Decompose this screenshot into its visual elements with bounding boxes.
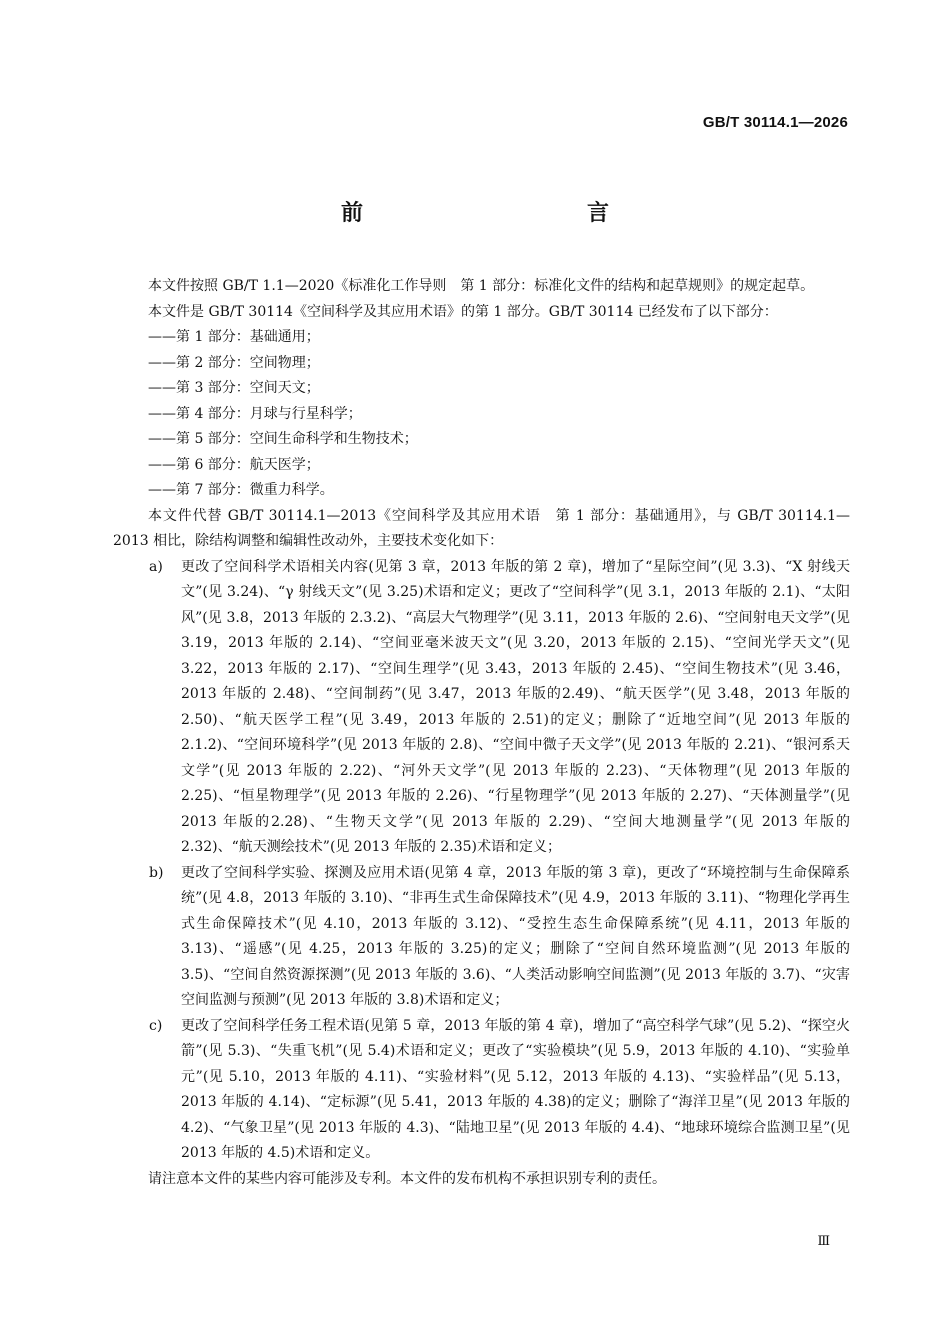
standard-code: GB/T 30114.1—2026 [702, 114, 848, 131]
page-number: Ⅲ [817, 1234, 830, 1249]
change-item-b [113, 861, 850, 1014]
change-item-c [113, 1014, 850, 1167]
part-list-item: ——第 2 部分：空间物理； [148, 354, 320, 371]
item-text: 更改了空间科学术语相关内容(见第 3 章，2013 年版的第 2 章)，增加了“星际空间”(见 3.3)、“X 射线天文”(见 3.24)、“γ 射线天文”(见 3.25)术语和定义；更改了“空间科学”(见 3.1，2013 年版的 2.1)、“太阳风”(见 3.8，2013 年版的 2.3.2)、“高层大气物理学”(见 3.11，2013 年版的 2.6)、“空间射电天文学”(见 3.19，2013 年版的 2.14)、“空间亚毫米波天文”(见 3.20，2013 年版的 2.15)、“空间光学天文”(见 3.22，2013 年版的 2.17)、“空间生理学”(见 3.43，2013 年版的 2.45)、“空间生物技术”(见 3.46，2013 年版的 2.48)、“空间制药”(见 3.47，2013 年版的2.49)、“航天医学”(见 3.48，2013 年版的 2.50)、“航天医学工程”(见 3.49，2013 年版的 2.51)的定义；删除了“近地空间”(见 2013 年版的 2.1.2)、“空间环境科学”(见 2013 年版的 2.8)、“空间中微子天文学”(见 2013 年版的 2.21)、“银河系天文学”(见 2013 年版的 2.22)、“河外天文学”(见 2013 年版的 2.23)、“天体物理”(见 2013 年版的 2.25)、“恒星物理学”(见 2013 年版的 2.26)、“行星物理学”(见 2013 年版的 2.27)、“天体测量学”(见 2013 年版的2.28)、“生物天文学”(见 2013 年版的 2.29)、“空间大地测量学”(见 2013 年版的 2.32)、“航天测绘技术”(见 2013 年版的 2.35)术语和定义； [181, 558, 850, 855]
part-list-item: ——第 6 部分：航天医学； [148, 456, 320, 473]
paragraph-patent-notice: 请注意本文件的某些内容可能涉及专利。本文件的发布机构不承担识别专利的责任。 [148, 1170, 666, 1187]
paragraph-series-intro: 本文件是 GB/T 30114《空间科学及其应用术语》的第 1 部分。GB/T 30114 已经发布了以下部分： [148, 303, 778, 320]
item-marker: c) [149, 1017, 163, 1034]
part-list-item: ——第 4 部分：月球与行星科学； [148, 405, 362, 422]
part-list-item: ——第 7 部分：微重力科学。 [148, 482, 334, 498]
part-list-item: ——第 1 部分：基础通用； [148, 329, 320, 345]
paragraph-drafting-rules: 本文件按照 GB/T 1.1—2020《标准化工作导则 第 1 部分：标准化文件的结构和起草规则》的规定起草。 [148, 278, 815, 294]
part-list-item: ——第 3 部分：空间天文； [148, 380, 320, 396]
part-list-item: ——第 5 部分：空间生命科学和生物技术； [148, 431, 418, 447]
page-title: 前 言 [340, 201, 669, 226]
item-text: 更改了空间科学实验、探测及应用术语(见第 4 章，2013 年版的第 3 章)，更改了“环境控制与生命保障系统”(见 4.8，2013 年版的 3.10)、“非再生式生命保障技术”(见 4.9，2013 年版的 3.11)、“物理化学再生式生命保障技术”(见 4.10，2013 年版的 3.12)、“受控生态生命保障系统”(见 4.11，2013 年版的 3.13)、“遥感”(见 4.25，2013 年版的 3.25)的定义；删除了“空间自然环境监测”(见 2013 年版的 3.5)、“空间自然资源探测”(见 2013 年版的 3.6)、“人类活动影响空间监测”(见 2013 年版的 3.7)、“灾害空间监测与预测”(见 2013 年版的 3.8)术语和定义； [181, 864, 850, 1008]
item-text: 更改了空间科学任务工程术语(见第 5 章，2013 年版的第 4 章)，增加了“高空科学气球”(见 5.2)、“探空火箭”(见 5.3)、“失重飞机”(见 5.4)术语和定义；更改了“实验模块”(见 5.9，2013 年版的 4.10)、“实验单元”(见 5.10，2013 年版的 4.11)、“实验材料”(见 5.12，2013 年版的 4.13)、“实验样品”(见 5.13，2013 年版的 4.14)、“定标源”(见 5.41，2013 年版的 4.38)的定义；删除了“海洋卫星”(见 2013 年版的 4.2)、“气象卫星”(见 2013 年版的 4.3)、“陆地卫星”(见 2013 年版的 4.4)、“地球环境综合监测卫星”(见 2013 年版的 4.5)术语和定义。 [181, 1017, 850, 1161]
paragraph-replacement: 本文件代替 GB/T 30114.1—2013《空间科学及其应用术语 第 1 部分：基础通用》，与 GB/T 30114.1—2013 相比，除结构调整和编辑性改动外，主要技术变化如下： [113, 507, 850, 549]
change-item-a [113, 555, 850, 861]
item-marker: a) [149, 558, 163, 575]
item-marker: b) [149, 864, 164, 881]
document-body [113, 274, 850, 1192]
